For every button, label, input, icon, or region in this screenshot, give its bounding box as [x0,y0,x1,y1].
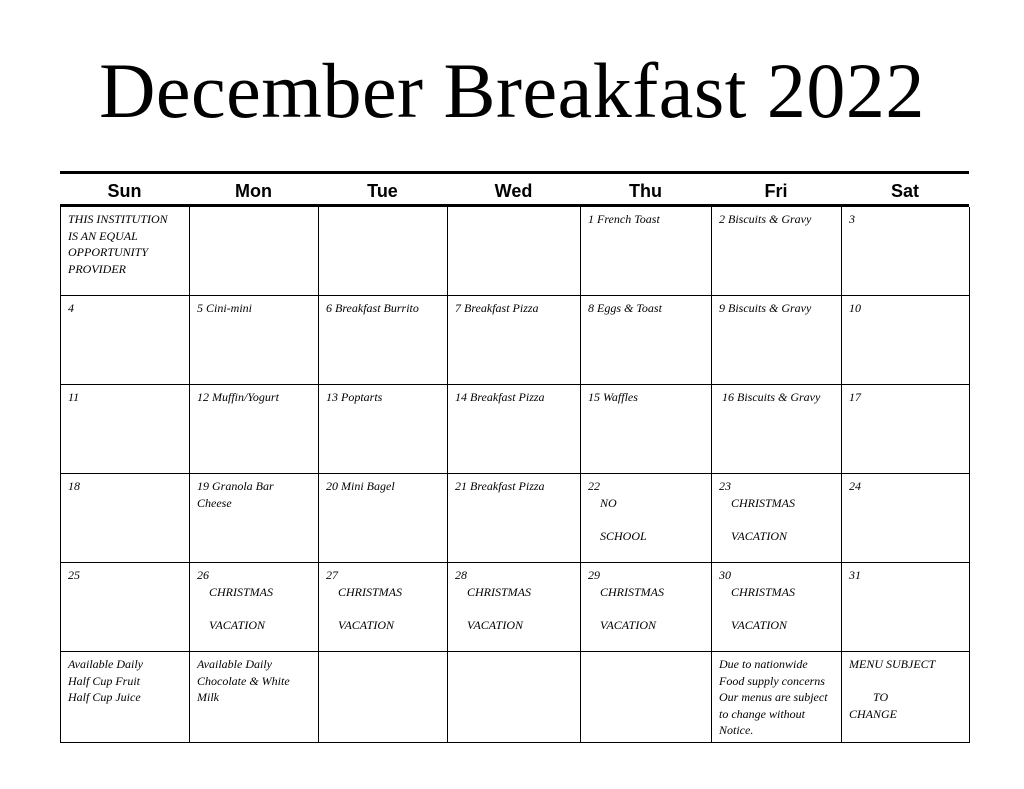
day-cell: 10 [842,296,970,385]
day-cell: 31 [842,563,970,652]
day-cell [448,207,581,296]
day-cell: 20 Mini Bagel [319,474,448,563]
day-cell [581,652,712,743]
day-cell: 3 [842,207,970,296]
day-name-tue: Tue [367,181,398,201]
calendar-grid [60,207,969,743]
day-cell: 27 CHRISTMAS VACATION [319,563,448,652]
calendar [60,171,969,743]
day-cell [448,652,581,743]
day-cell: 9 Biscuits & Gravy [712,296,842,385]
day-name-thu: Thu [629,181,662,201]
day-cell: 7 Breakfast Pizza [448,296,581,385]
day-cell: 30 CHRISTMAS VACATION [712,563,842,652]
day-cell: 22 NO SCHOOL [581,474,712,563]
day-name-sat: Sat [890,181,919,201]
day-name-sun: Sun [107,181,142,201]
day-cell: 28 CHRISTMAS VACATION [448,563,581,652]
day-cell: 15 Waffles [581,385,712,474]
day-cell: Due to nationwide Food supply concerns Our menus are subject to change without Notice. [712,652,842,743]
day-cell: 18 [61,474,190,563]
day-cell [319,652,448,743]
day-cell: 4 [61,296,190,385]
day-cell: 11 [61,385,190,474]
day-name-wed: Wed [494,181,533,201]
day-cell [190,207,319,296]
day-cell: Available Daily Half Cup Fruit Half Cup Juice [61,652,190,743]
day-name-fri: Fri [764,181,788,201]
day-cell: 21 Breakfast Pizza [448,474,581,563]
day-cell: 13 Poptarts [319,385,448,474]
day-name-mon: Mon [235,181,272,201]
day-cell: 25 [61,563,190,652]
calendar-header [60,171,969,207]
page-title: December Breakfast 2022 [99,47,925,134]
day-cell: 19 Granola Bar Cheese [190,474,319,563]
day-cell: 26 CHRISTMAS VACATION [190,563,319,652]
day-cell: 29 CHRISTMAS VACATION [581,563,712,652]
day-cell: 12 Muffin/Yogurt [190,385,319,474]
day-cell: 6 Breakfast Burrito [319,296,448,385]
day-cell: THIS INSTITUTION IS AN EQUAL OPPORTUNITY PROVIDER [61,207,190,296]
day-cell: 23 CHRISTMAS VACATION [712,474,842,563]
day-cell: 8 Eggs & Toast [581,296,712,385]
day-cell: 14 Breakfast Pizza [448,385,581,474]
day-cell: 16 Biscuits & Gravy [712,385,842,474]
day-cell: 2 Biscuits & Gravy [712,207,842,296]
day-cell: 5 Cini-mini [190,296,319,385]
day-cell: 17 [842,385,970,474]
day-cell [319,207,448,296]
day-cell: 1 French Toast [581,207,712,296]
day-cell: 24 [842,474,970,563]
day-cell: MENU SUBJECT TO CHANGE [842,652,970,743]
day-cell: Available Daily Chocolate & White Milk [190,652,319,743]
